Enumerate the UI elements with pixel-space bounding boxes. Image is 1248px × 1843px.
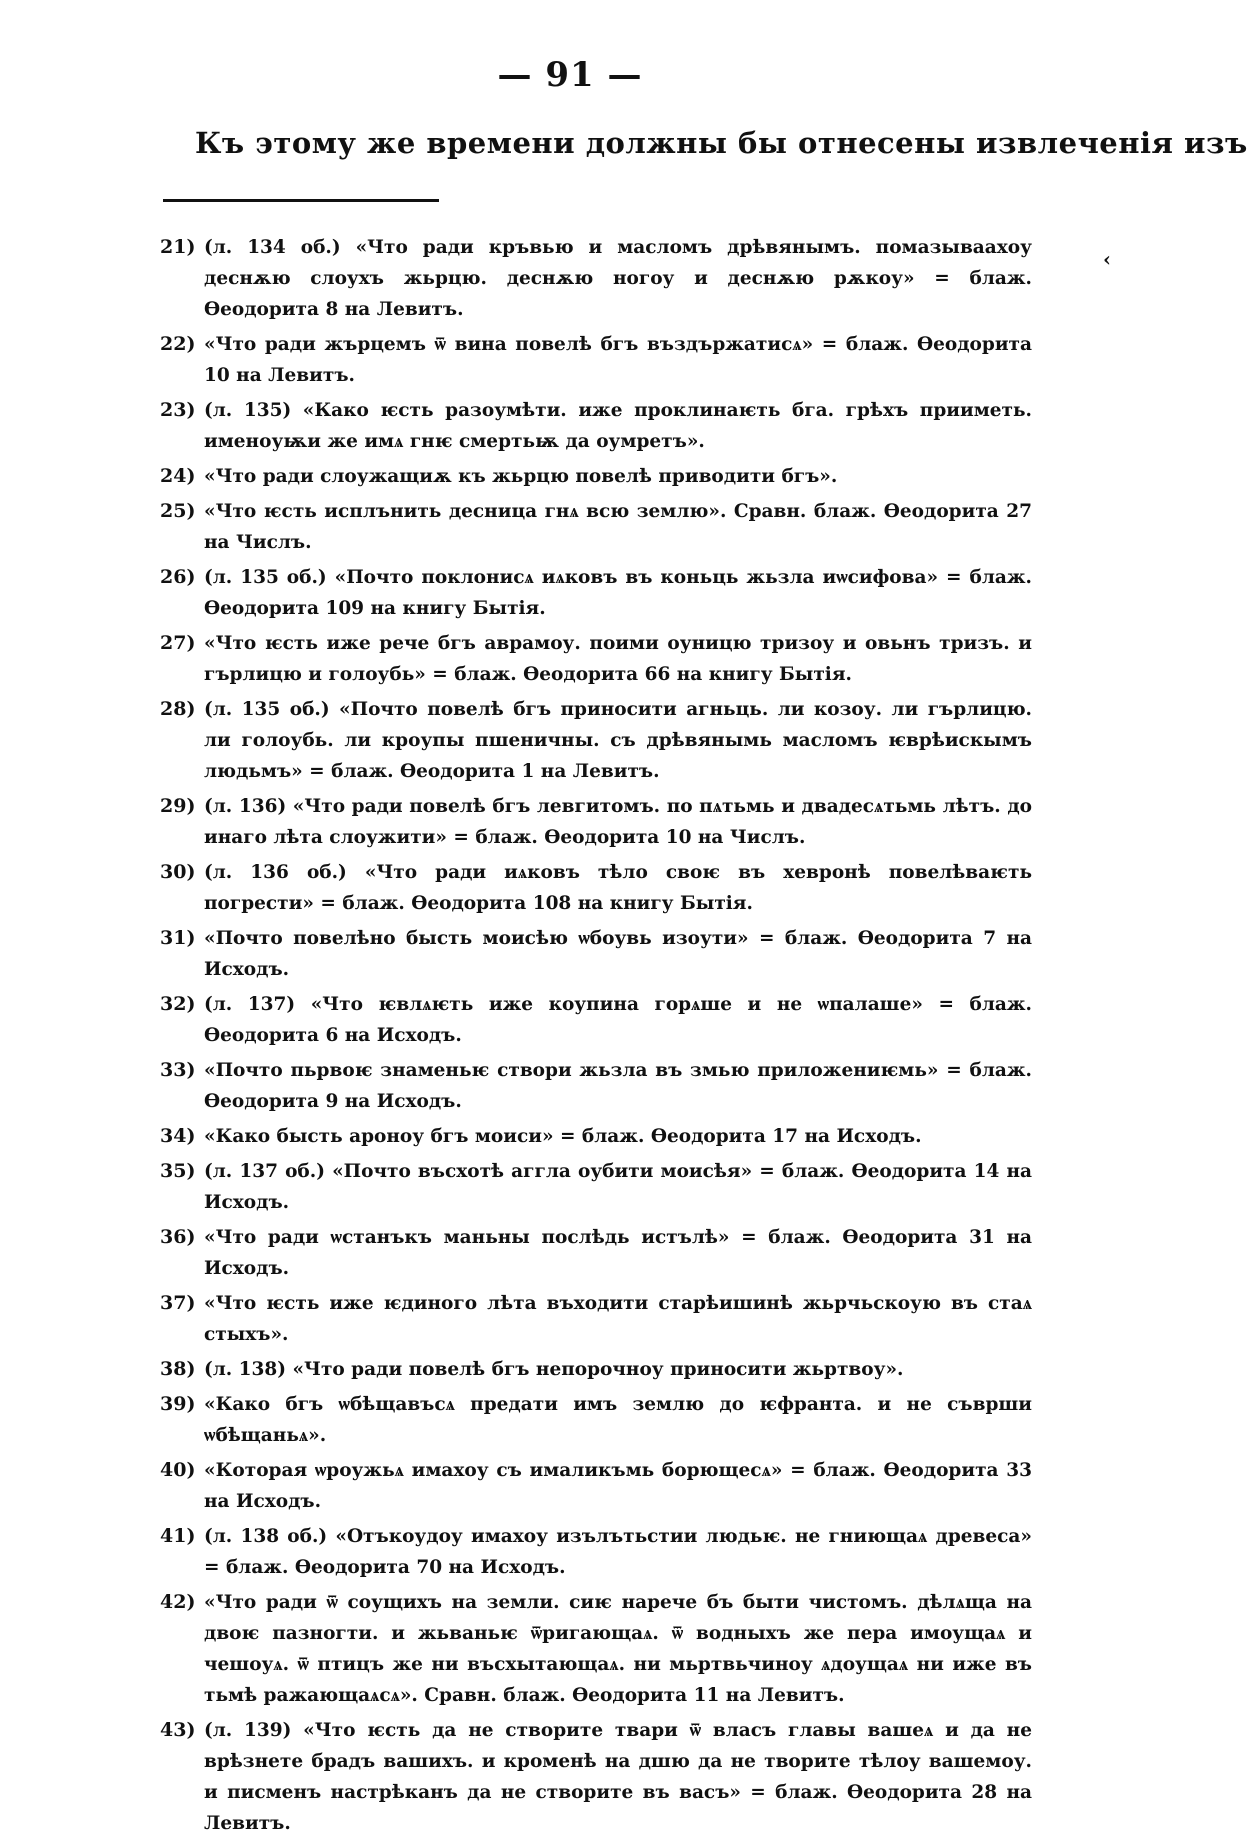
entry-text: «Что ради ѡстанъкъ маньны послѣдь истълѣ» = блаж. Өеодорита 31 на Исходъ. — [204, 1227, 1032, 1279]
entry-text: «Что ѥсть иже ѥдиного лѣта въходити старѣишинѣ жьрчьскоую въ стаѧ стыхъ». — [204, 1293, 1032, 1345]
entry-number: 42) — [160, 1591, 196, 1613]
list-item — [160, 562, 1032, 624]
list-item — [160, 628, 1032, 690]
entry-text: (л. 136 об.) «Что ради иѧковъ тѣло своѥ въ хевронѣ повелѣваѥть погрести» = блаж. Өеодорита 108 на книгу Бытія. — [204, 862, 1032, 914]
entry-number: 26) — [160, 566, 196, 588]
entry-list — [160, 232, 1032, 1843]
list-item — [160, 1121, 1032, 1152]
entry-text: «Что ради жърцемъ ѿ вина повелѣ бгъ въздържатисѧ» = блаж. Өеодорита 10 на Левитъ. — [204, 334, 1032, 386]
entry-number: 37) — [160, 1292, 196, 1314]
list-item — [160, 1222, 1032, 1284]
list-item — [160, 1354, 1032, 1385]
entry-text: «Почто пьрвоѥ знаменьѥ створи жьзла въ змью приложениѥмь» = блаж. Өеодорита 9 на Исходъ. — [204, 1060, 1032, 1112]
entry-number: 29) — [160, 795, 196, 817]
entry-number: 40) — [160, 1459, 196, 1481]
entry-number: 22) — [160, 333, 196, 355]
list-item — [160, 989, 1032, 1051]
entry-number: 30) — [160, 861, 196, 883]
entry-number: 38) — [160, 1358, 196, 1380]
page-heading: Къ этому же времени должны бы отнесены извлеченія изъ — [195, 126, 1248, 160]
page-number: — 91 — — [497, 55, 643, 95]
entry-text: (л. 138) «Что ради повелѣ бгъ непорочноу приносити жьртвоу». — [204, 1359, 904, 1380]
entry-number: 35) — [160, 1160, 196, 1182]
entry-number: 28) — [160, 698, 196, 720]
entry-number: 21) — [160, 236, 196, 258]
entry-text: «Что ѥсть исплънить десница гнѧ всю землю». Сравн. блаж. Өеодорита 27 на Числъ. — [204, 501, 1032, 553]
entry-text: «Како бысть ароноу бгъ моиси» = блаж. Өеодорита 17 на Исходъ. — [204, 1126, 922, 1147]
list-item — [160, 923, 1032, 985]
entry-number: 23) — [160, 399, 196, 421]
entry-number: 27) — [160, 632, 196, 654]
entry-text: (л. 139) «Что ѥсть да не створите твари ѿ власъ главы вашеѧ и да не врѣзнете брадъ вашихъ. и кроменѣ на дшю да не творите тѣлоу вашемоу. и писменъ настрѣканъ да не створите въ васъ» = блаж. Өеодорита 28 на Левитъ. — [204, 1720, 1032, 1834]
entry-number: 39) — [160, 1393, 196, 1415]
list-item — [160, 395, 1032, 457]
entry-number: 24) — [160, 465, 196, 487]
list-item — [160, 1055, 1032, 1117]
heading-rule — [163, 199, 439, 202]
entry-text: (л. 137 об.) «Почто въсхотѣ аггла оубити моисѣя» = блаж. Өеодорита 14 на Исходъ. — [204, 1161, 1032, 1213]
list-item — [160, 1288, 1032, 1350]
list-item — [160, 232, 1032, 325]
list-item — [160, 329, 1032, 391]
list-item — [160, 1455, 1032, 1517]
entry-text: «Почто повелѣно бысть моисѣю ѡбоувь изоути» = блаж. Өеодорита 7 на Исходъ. — [204, 928, 1032, 980]
list-item — [160, 1715, 1032, 1839]
list-item — [160, 461, 1032, 492]
entry-text: (л. 135) «Како ѥсть разоумѣти. иже проклинаѥть бга. грѣхъ прииметь. именоуѭи же имѧ гнѥ смертьѭ да оумретъ». — [204, 400, 1032, 452]
entry-text: «Како бгъ ѡбѣщавъсѧ предати имъ землю до ѥфранта. и не съврши ѡбѣщаньѧ». — [204, 1394, 1032, 1446]
entry-text: (л. 135 об.) «Почто поклонисѧ иѧковъ въ коньць жьзла иѡсифова» = блаж. Өеодорита 109 на книгу Бытія. — [204, 567, 1032, 619]
list-item — [160, 694, 1032, 787]
entry-number: 43) — [160, 1719, 196, 1741]
list-item — [160, 1156, 1032, 1218]
entry-number: 34) — [160, 1125, 196, 1147]
entry-number: 36) — [160, 1226, 196, 1248]
entry-number: 33) — [160, 1059, 196, 1081]
list-item — [160, 791, 1032, 853]
entry-text: «Что ѥсть иже рече бгъ аврамоу. поими оуницю тризоу и овьнъ тризъ. и гърлицю и голоубь» = блаж. Өеодорита 66 на книгу Бытія. — [204, 633, 1032, 685]
entry-text: «Которая ѡроужьѧ имахоу съ ималикъмь борющесѧ» = блаж. Өеодорита 33 на Исходъ. — [204, 1460, 1032, 1512]
margin-mark: ‹ — [1103, 247, 1111, 271]
entry-number: 41) — [160, 1525, 196, 1547]
entry-text: (л. 134 об.) «Что ради кръвью и масломъ дрѣвянымъ. помазываахоу деснѫю слоухъ жьрцю. деснѫю ногоу и деснѫю рѫкоу» = блаж. Өеодорита 8 на Левитъ. — [204, 237, 1032, 320]
entry-text: (л. 136) «Что ради повелѣ бгъ левгитомъ. по пѧтьмь и двадесѧтьмь лѣтъ. до инаго лѣта слоужити» = блаж. Өеодорита 10 на Числъ. — [204, 796, 1032, 848]
entry-number: 31) — [160, 927, 196, 949]
list-item — [160, 1521, 1032, 1583]
list-item — [160, 1389, 1032, 1451]
list-item — [160, 1587, 1032, 1711]
list-item — [160, 496, 1032, 558]
list-item — [160, 857, 1032, 919]
entry-text: «Что ради слоужащиѫ къ жьрцю повелѣ приводити бгъ». — [204, 466, 838, 487]
entry-text: (л. 138 об.) «Отъкоудоу имахоу изълътьстии людьѥ. не гниющаѧ древеса» = блаж. Өеодорита 70 на Исходъ. — [204, 1526, 1032, 1578]
entry-text: (л. 135 об.) «Почто повелѣ бгъ приносити агньць. ли козоу. ли гърлицю. ли голоубь. ли кроупы пшеничны. съ дрѣвянымь масломъ ѥврѣискымъ людьмъ» = блаж. Өеодорита 1 на Левитъ. — [204, 699, 1032, 782]
entry-text: «Что ради ѿ соущихъ на земли. сиѥ нарече бъ быти чистомъ. дѣлѧща на двоѥ пазногти. и жьваньѥ ѿригающаѧ. ѿ водныхъ же пера имоущаѧ и чешоуѧ. ѿ птицъ же ни въсхытающаѧ. ни мьртвьчиноу ѧдоущаѧ ни иже въ тьмѣ ражающаѧсѧ». Сравн. блаж. Өеодорита 11 на Левитъ. — [204, 1592, 1032, 1706]
entry-number: 32) — [160, 993, 196, 1015]
entry-text: (л. 137) «Что ѥвлѧѥть иже коупина горѧше и не ѡпалаше» = блаж. Өеодорита 6 на Исходъ. — [204, 994, 1032, 1046]
entry-number: 25) — [160, 500, 196, 522]
